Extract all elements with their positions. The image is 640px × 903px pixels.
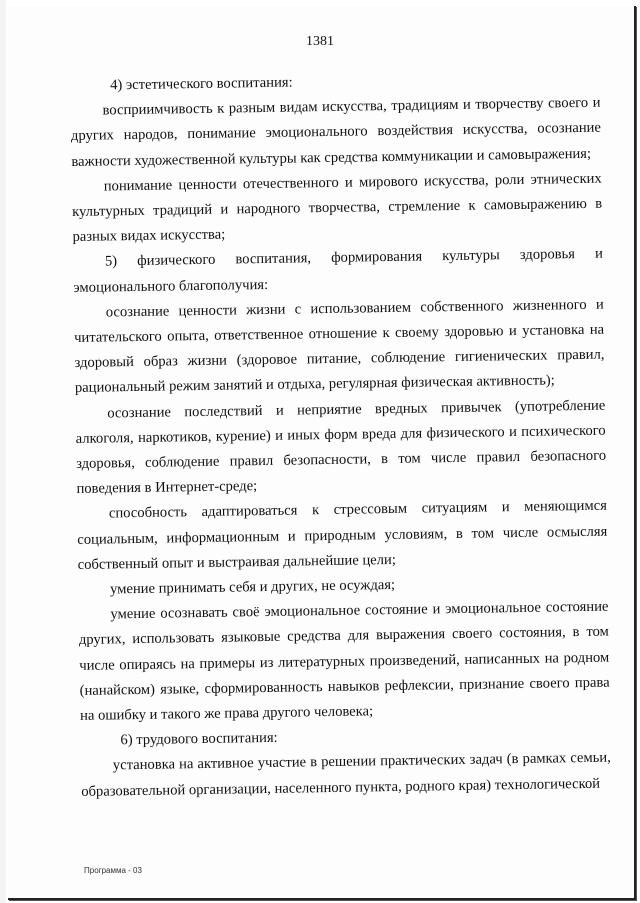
paragraph: умение осознавать своё эмоциональное состояние и эмоциональное состояние других, использовать языковые средства для выражения своего состояния, в том числе опираясь на примеры из литературных произведений, написанных на родном (нанайском) языке, сформированность навыков рефлексии, признание своего права на ошибку и такого же права другого человека; [78, 598, 610, 724]
document-body [70, 66, 611, 805]
section-heading-physical: 5) физического воспитания, формирования культуры здоровья и эмоционального благополучия: [73, 246, 604, 296]
paragraph: осознание ценности жизни с использованием собственного жизненного и читательского опыта, ответственное отношение к своему здоровью и установка на здоровый образ жизни (здоровое питание, соблюдение гигиенических правил, рациональный режим занятий и отдыха, регулярная физическая активность); [74, 296, 605, 397]
paragraph: понимание ценности отечественного и мирового искусства, роли этнических культурных традиций и народного творчества, стремление к самовыражению в разных видах искусства; [72, 170, 603, 246]
paragraph: осознание последствий и неприятие вредных привычек (употребление алкоголя, наркотиков, курение) и иных форм вреда для физического и психического здоровья, соблюдение правил безопасности, в том числе правил безопасного поведения в Интернет-среде; [75, 397, 607, 498]
section-heading-labor: 6) трудового воспитания: [120, 730, 278, 749]
paragraph: восприимчивость к разным видам искусства, традициям и творчеству своего и других народов, понимание эмоционального воздействия искусства, осознание важности художественной культуры как средства коммуникации и самовыражения; [70, 94, 602, 170]
page-footer: Программа - 03 [84, 866, 142, 875]
paragraph: установка на активное участие в решении практических задач (в рамках семьи, образовательной организации, населенного пункта, родного края) технологической [81, 750, 611, 800]
scan-edge [0, 0, 6, 903]
paragraph: умение принимать себя и других, не осуждая; [109, 577, 396, 598]
page-number: 1381 [306, 34, 334, 49]
section-heading-aesthetic: 4) эстетического воспитания: [110, 74, 293, 94]
paragraph: способность адаптироваться к стрессовым ситуациям и меняющимся социальным, информационным и природным условиям, в том числе осмысляя собственный опыт и выстраивая дальнейшие цели; [77, 498, 608, 573]
